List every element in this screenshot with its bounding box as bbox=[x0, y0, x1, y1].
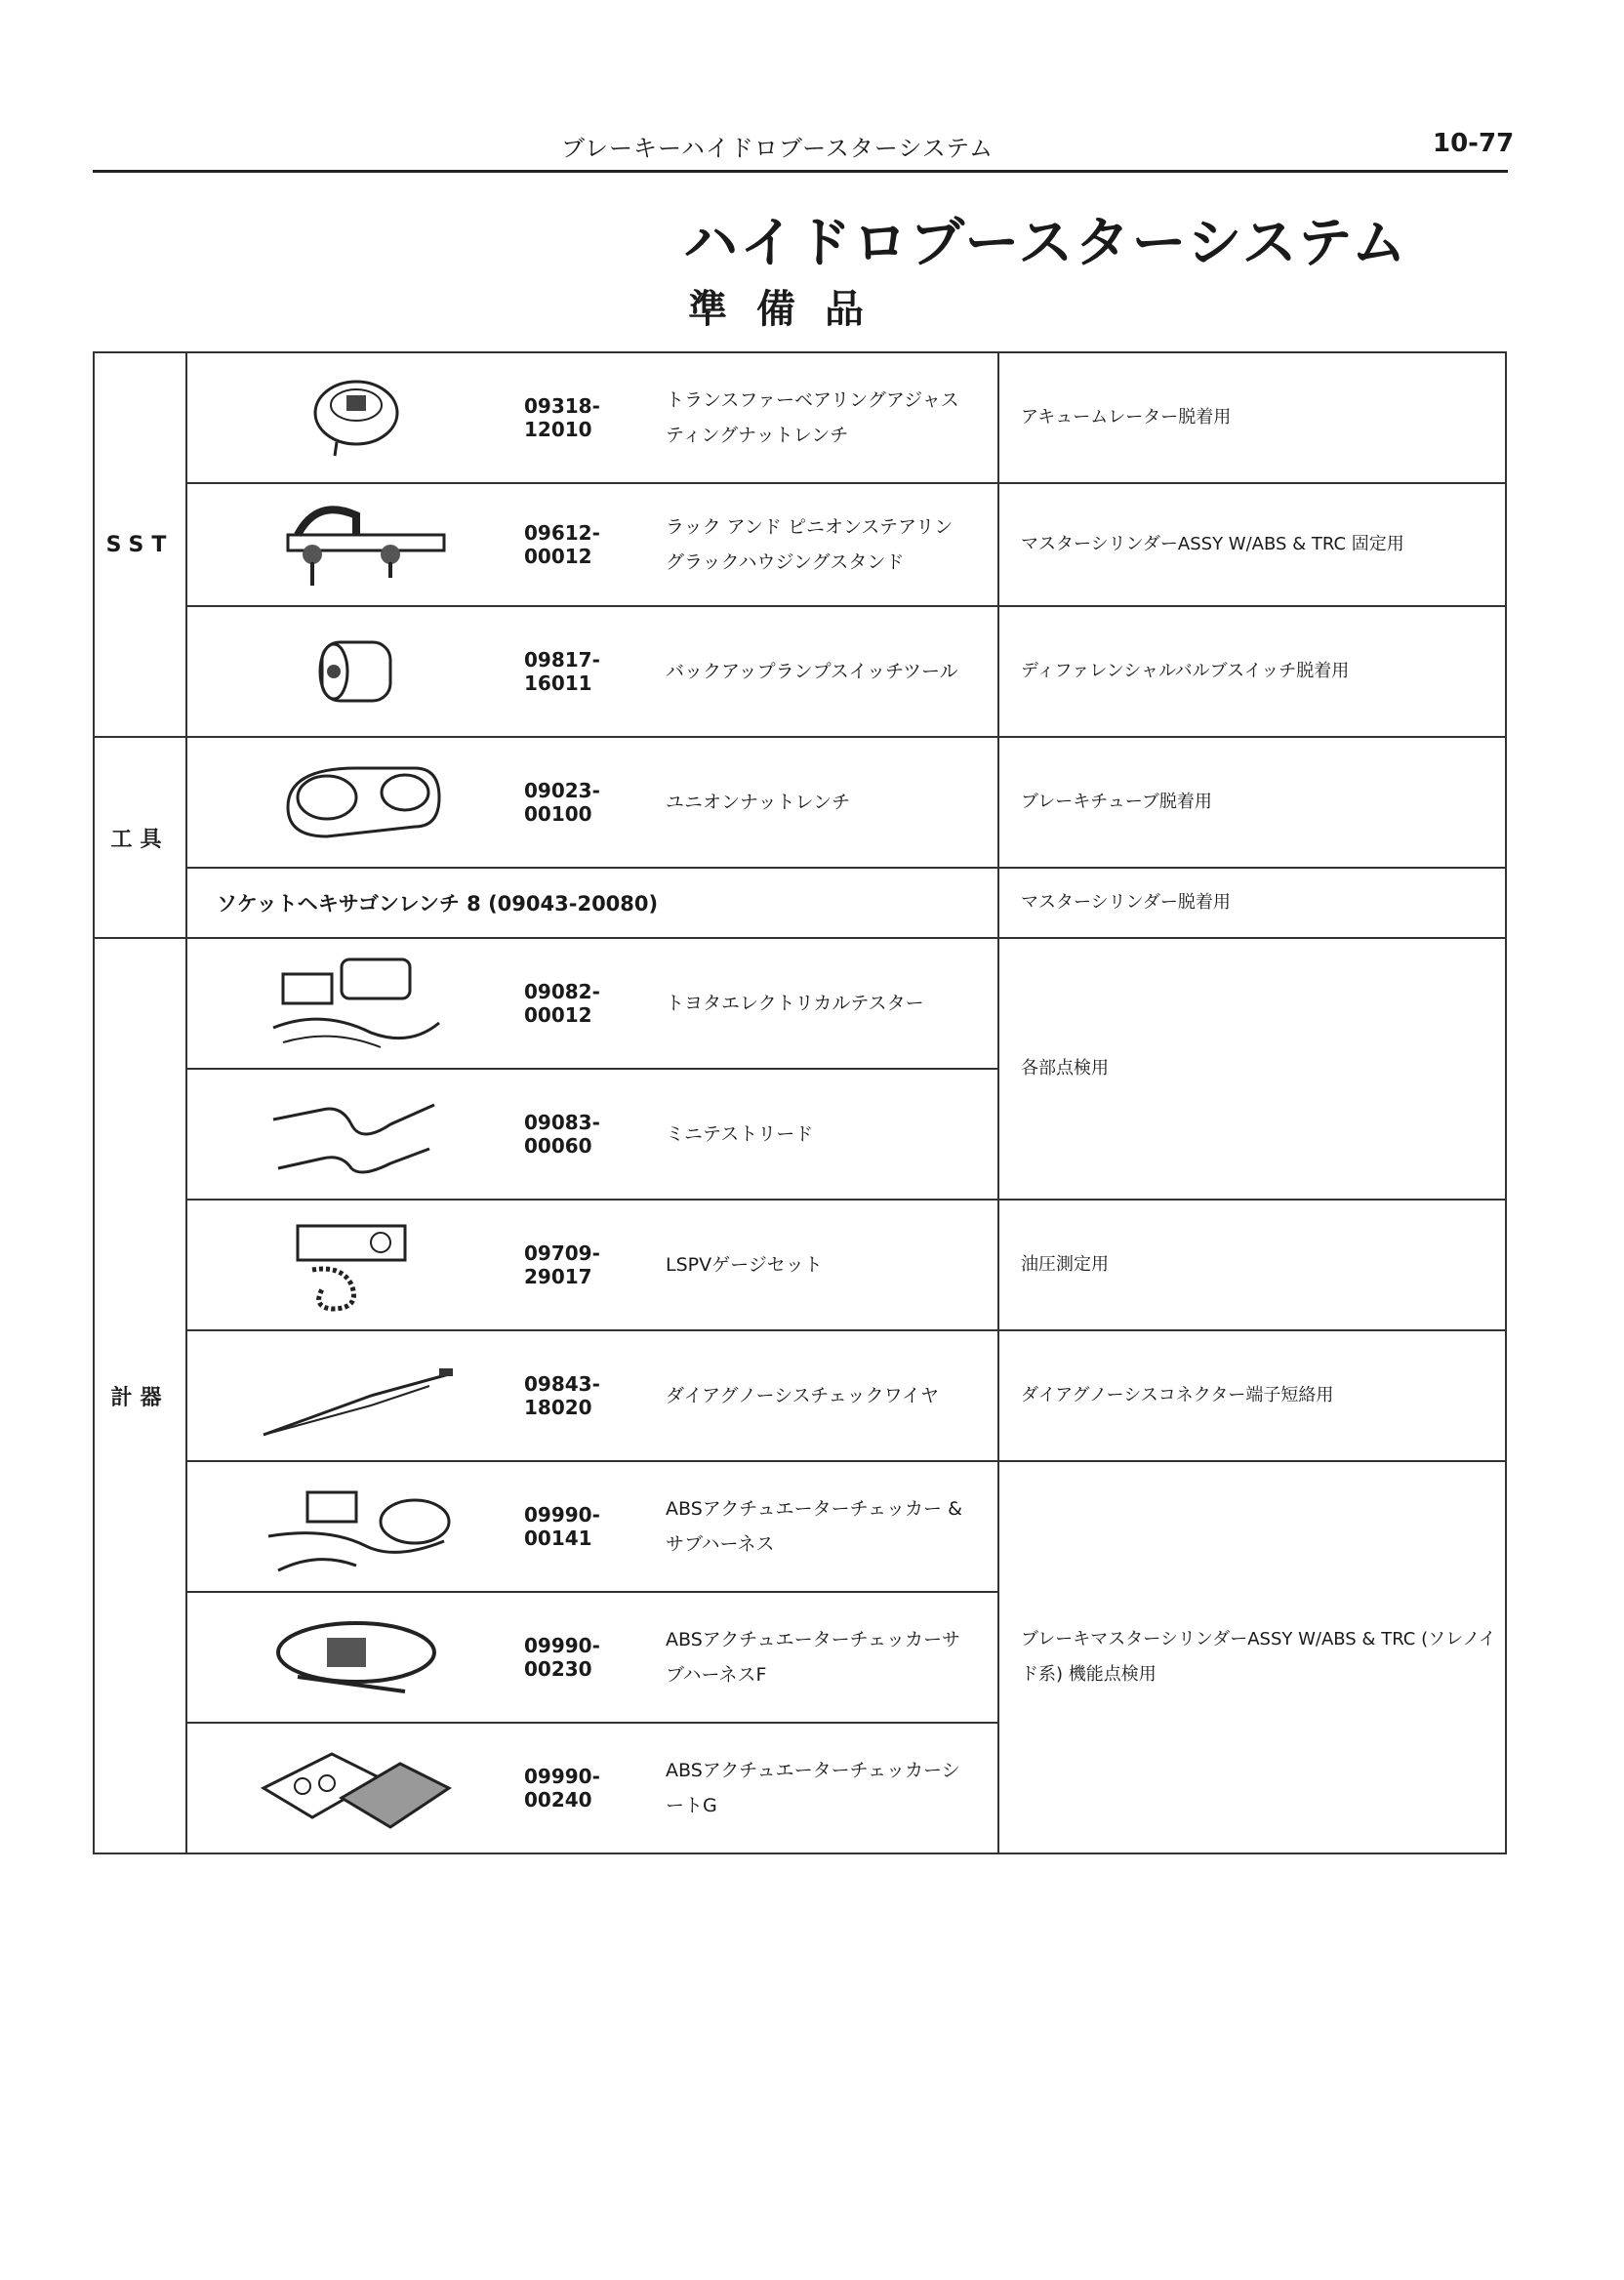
electrical-tester-icon bbox=[264, 950, 449, 1057]
part-number: 09817-16011 bbox=[524, 648, 600, 695]
tool-use: ブレーキマスターシリンダーASSY W/ABS & TRC (ソレノイド系) 機能点検用 bbox=[998, 1461, 1506, 1853]
category-gauges: 計器 bbox=[94, 938, 186, 1853]
abs-checker-icon bbox=[249, 1473, 464, 1580]
tool-name: ユニオンナットレンチ bbox=[666, 792, 851, 813]
tool-use: ブレーキチューブ脱着用 bbox=[998, 737, 1506, 868]
preparation-table bbox=[93, 351, 1507, 1854]
union-nut-wrench-icon bbox=[268, 753, 444, 851]
page-subtitle: 準備品 bbox=[688, 287, 893, 332]
table-row bbox=[94, 606, 1506, 737]
part-number: 09709-29017 bbox=[524, 1242, 600, 1288]
table-row bbox=[94, 1200, 1506, 1330]
tool-use: ダイアグノーシスコネクター端子短絡用 bbox=[998, 1330, 1506, 1461]
tool-name: ABSアクチュエーターチェッカーサブハーネスF bbox=[666, 1629, 961, 1686]
table-row bbox=[94, 483, 1506, 606]
tool-use: アキュームレーター脱着用 bbox=[998, 352, 1506, 483]
table-row bbox=[94, 938, 1506, 1069]
sub-harness-icon bbox=[259, 1608, 454, 1706]
tool-use: 油圧測定用 bbox=[998, 1200, 1506, 1330]
checker-sheet-icon bbox=[254, 1739, 459, 1837]
tool-name: ソケットヘキサゴンレンチ 8 (09043-20080) bbox=[186, 868, 998, 938]
table-row bbox=[94, 1330, 1506, 1461]
tool-use: 各部点検用 bbox=[998, 938, 1506, 1200]
test-lead-icon bbox=[264, 1085, 449, 1183]
tool-use: ディファレンシャルバルブスイッチ脱着用 bbox=[998, 606, 1506, 737]
tool-use: マスターシリンダー脱着用 bbox=[998, 868, 1506, 938]
part-number: 09990-00240 bbox=[524, 1765, 600, 1812]
table-row bbox=[94, 868, 1506, 938]
part-number: 09990-00230 bbox=[524, 1634, 600, 1681]
tool-name: バックアップランプスイッチツール bbox=[666, 661, 958, 682]
part-number: 09843-18020 bbox=[524, 1372, 600, 1419]
part-number: 09318-12010 bbox=[524, 394, 600, 441]
part-number: 09612-00012 bbox=[524, 521, 600, 568]
tool-use: マスターシリンダーASSY W/ABS & TRC 固定用 bbox=[998, 483, 1506, 606]
tool-name: ミニテストリード bbox=[666, 1123, 814, 1145]
table-row bbox=[94, 737, 1506, 868]
category-tools: 工具 bbox=[94, 737, 186, 938]
part-number: 09082-00012 bbox=[524, 980, 600, 1027]
check-wire-icon bbox=[254, 1347, 459, 1445]
page-title: ハイドロブースターシステム bbox=[683, 212, 1408, 275]
page-number: 10-77 bbox=[1433, 129, 1515, 158]
tool-name: LSPVゲージセット bbox=[666, 1254, 823, 1276]
header-rule bbox=[93, 170, 1508, 173]
tool-name: ABSアクチュエーターチェッカーシートG bbox=[666, 1760, 960, 1816]
table-row bbox=[94, 1461, 1506, 1592]
tool-name: ダイアグノーシスチェックワイヤ bbox=[666, 1385, 940, 1406]
tool-name: トランスファーベアリングアジャスティングナットレンチ bbox=[666, 389, 959, 446]
housing-stand-icon bbox=[259, 496, 454, 593]
part-number: 09990-00141 bbox=[524, 1503, 600, 1550]
category-sst: SST bbox=[94, 352, 186, 737]
part-number: 09083-00060 bbox=[524, 1111, 600, 1158]
part-number: 09023-00100 bbox=[524, 779, 600, 826]
nut-wrench-icon bbox=[307, 374, 405, 462]
switch-tool-icon bbox=[303, 628, 410, 715]
tool-name: ラック アンド ピニオンステアリングラックハウジングスタンド bbox=[666, 516, 954, 573]
tool-name: ABSアクチュエーターチェッカー & サブハーネス bbox=[666, 1498, 962, 1555]
tool-name: トヨタエレクトリカルテスター bbox=[666, 993, 924, 1014]
gauge-set-icon bbox=[283, 1211, 429, 1319]
table-row bbox=[94, 352, 1506, 483]
header-title: ブレーキーハイドロブースターシステム bbox=[561, 135, 995, 162]
